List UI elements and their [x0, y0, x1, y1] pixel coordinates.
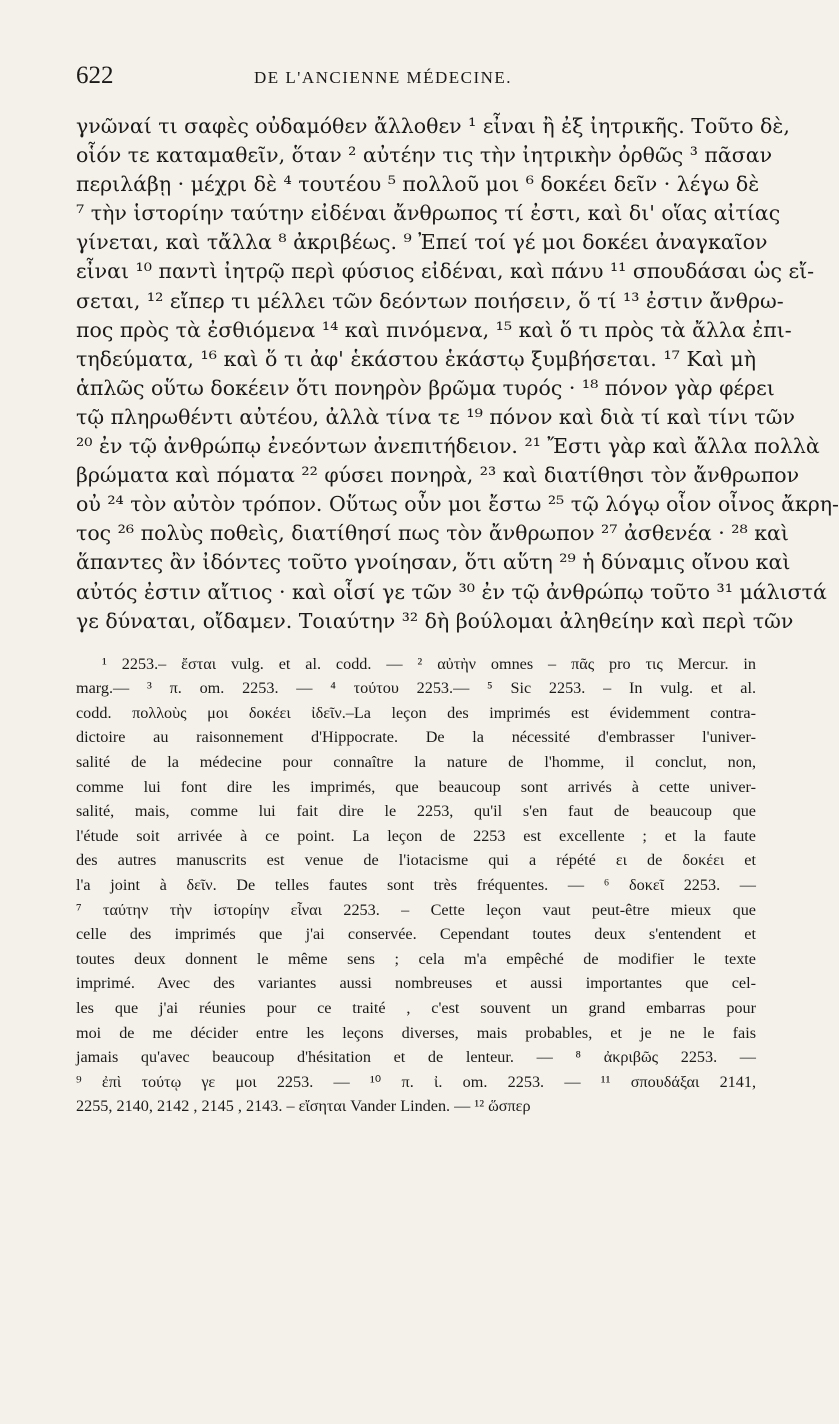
- footnote-line: salité, mais, comme lui fait dire le 2253, qu'il s'en faut de beaucoup que: [76, 802, 756, 821]
- footnote-line: toutes deux donnent le même sens ; cela m'a empêché de modifier le texte: [76, 949, 756, 968]
- footnote-line: 2255, 2140, 2142 , 2145 , 2143. – εἴσηται Vander Linden. — ¹² ὥσπερ: [76, 1097, 531, 1116]
- text-line: ²⁰ ἐν τῷ ἀνθρώπῳ ἐνεόντων ἀνεπιτήδειον. ²¹ Ἔστι γὰρ καὶ ἄλλα πολλὰ: [76, 434, 820, 459]
- text-line: εἶναι ¹⁰ παντὶ ἰητρῷ περὶ φύσιος εἰδέναι, καὶ πάνυ ¹¹ σπουδάσαι ὡς εἴ-: [76, 259, 815, 284]
- footnote-line: marg.— ³ π. om. 2253. — ⁴ τούτου 2253.— ⁵ Sic 2253. – In vulg. et al.: [76, 679, 756, 698]
- footnote-line: ⁷ ταύτην τὴν ἱστορίην εἶναι 2253. – Cette leçon vaut peut-être mieux que: [76, 900, 756, 919]
- footnote-line: jamais qu'avec beaucoup d'hésitation et de lenteur. — ⁸ ἀκριβῶς 2253. —: [76, 1048, 756, 1067]
- footnote-line: moi de me décider entre les leçons diverses, mais probables, et je ne le fais: [76, 1023, 756, 1042]
- footnote-line: ¹ 2253.– ἔσται vulg. et al. codd. — ² αὐτὴν omnes – πᾶς pro τις Mercur. in: [102, 654, 756, 673]
- footnote-line: des autres manuscrits est venue de l'iotacisme qui a répété ει de δοκέει et: [76, 851, 756, 870]
- text-line: ἅπαντες ἂν ἰδόντες τοῦτο γνοίησαν, ὅτι αὕτη ²⁹ ἡ δύναμις οἴνου καὶ: [76, 550, 791, 575]
- running-title: DE L'ANCIENNE MÉDECINE.: [254, 68, 513, 87]
- footnote-line: celle des imprimés que j'ai conservée. Cependant toutes deux s'entendent et: [76, 925, 756, 944]
- footnote-line: l'étude soit arrivée à ce point. La leçon de 2253 est excellente ; et la faute: [76, 826, 756, 845]
- footnote-line: codd. πολλοὺς μοι δοκέει ἰδεῖν.–La leçon des imprimés est évidemment contra-: [76, 703, 756, 722]
- text-line: βρώματα καὶ πόματα ²² φύσει πονηρὰ, ²³ καὶ διατίθησι τὸν ἄνθρωπον: [76, 463, 800, 488]
- footnote-line: salité de la médecine pour connaître la nature de l'homme, il conclut, non,: [76, 753, 756, 772]
- text-line: ⁷ τὴν ἱστορίην ταύτην εἰδέναι ἄνθρωπος τί ἐστι, καὶ δι' οἵας αἰτίας: [76, 201, 781, 226]
- footnote-line: comme lui font dire les imprimés, que beaucoup sont arrivés à cette univer-: [76, 777, 756, 796]
- text-line: γίνεται, καὶ τἄλλα ⁸ ἀκριβέως. ⁹ Ἐπεί τοί γέ μοι δοκέει ἀναγκαῖον: [76, 230, 768, 255]
- text-line: οὐ ²⁴ τὸν αὐτὸν τρόπον. Οὕτως οὖν μοι ἔστω ²⁵ τῷ λόγῳ οἷον οἶνος ἄκρη-: [76, 492, 839, 517]
- text-line: ἁπλῶς οὕτω δοκέειν ὅτι πονηρὸν βρῶμα τυρός · ¹⁸ πόνον γὰρ φέρει: [76, 375, 775, 400]
- running-head: [76, 62, 756, 96]
- footnotes: [76, 652, 756, 1119]
- text-line: γε δύναται, οἴδαμεν. Τοιαύτην ³² δὴ βούλομαι ἀληθείην καὶ περὶ τῶν: [76, 608, 794, 633]
- text-line: σεται, ¹² εἴπερ τι μέλλει τῶν δεόντων ποιήσειν, ὅ τί ¹³ ἐστιν ἄνθρω-: [76, 288, 784, 313]
- text-line: τῷ πληρωθέντι αὐτέου, ἀλλὰ τίνα τε ¹⁹ πόνον καὶ διὰ τί καὶ τίνι τῶν: [76, 404, 795, 429]
- text-line: αὐτός ἐστιν αἴτιος · καὶ οἷσί γε τῶν ³⁰ ἐν τῷ ἀνθρώπῳ τοῦτο ³¹ μάλιστά: [76, 579, 827, 604]
- text-line: τηδεύματα, ¹⁶ καὶ ὅ τι ἀφ' ἑκάστου ἑκάστῳ ξυμβήσεται. ¹⁷ Καὶ μὴ: [76, 346, 756, 371]
- footnote-line: ⁹ ἐπὶ τούτῳ γε μοι 2253. — ¹⁰ π. ἰ. om. 2253. — ¹¹ σπουδάξαι 2141,: [76, 1072, 756, 1091]
- text-line: γνῶναί τι σαφὲς οὐδαμόθεν ἄλλοθεν ¹ εἶναι ἢ ἐξ ἰητρικῆς. Τοῦτο δὲ,: [76, 114, 790, 138]
- footnote-line: l'a joint à δεῖν. De telles fautes sont très fréquentes. — ⁶ δοκεῖ 2253. —: [76, 876, 756, 895]
- text-line: πος πρὸς τὰ ἐσθιόμενα ¹⁴ καὶ πινόμενα, ¹⁵ καὶ ὅ τι πρὸς τὰ ἄλλα ἐπι-: [76, 317, 792, 342]
- text-line: οἷόν τε καταμαθεῖν, ὅταν ² αὐτέην τις τὴν ἰητρικὴν ὀρθῶς ³ πᾶσαν: [76, 143, 773, 168]
- text-line: τος ²⁶ πολὺς ποθεὶς, διατίθησί πως τὸν ἄνθρωπον ²⁷ ἀσθενέα · ²⁸ καὶ: [76, 521, 789, 546]
- footnote-line: les que j'ai réunies pour ce traité , c'est souvent un grand embarras pour: [76, 999, 756, 1017]
- greek-main-text: [76, 112, 839, 636]
- text-line: περιλάβῃ · μέχρι δὲ ⁴ τουτέου ⁵ πολλοῦ μοι ⁶ δοκέει δεῖν · λέγω δὲ: [76, 172, 760, 197]
- footnote-line: dictoire au raisonnement d'Hippocrate. De la nécessité d'embrasser l'univer-: [76, 728, 756, 747]
- page-number: 622: [76, 62, 114, 89]
- footnote-line: imprimé. Avec des variantes aussi nombreuses et aussi importantes que cel-: [76, 974, 756, 993]
